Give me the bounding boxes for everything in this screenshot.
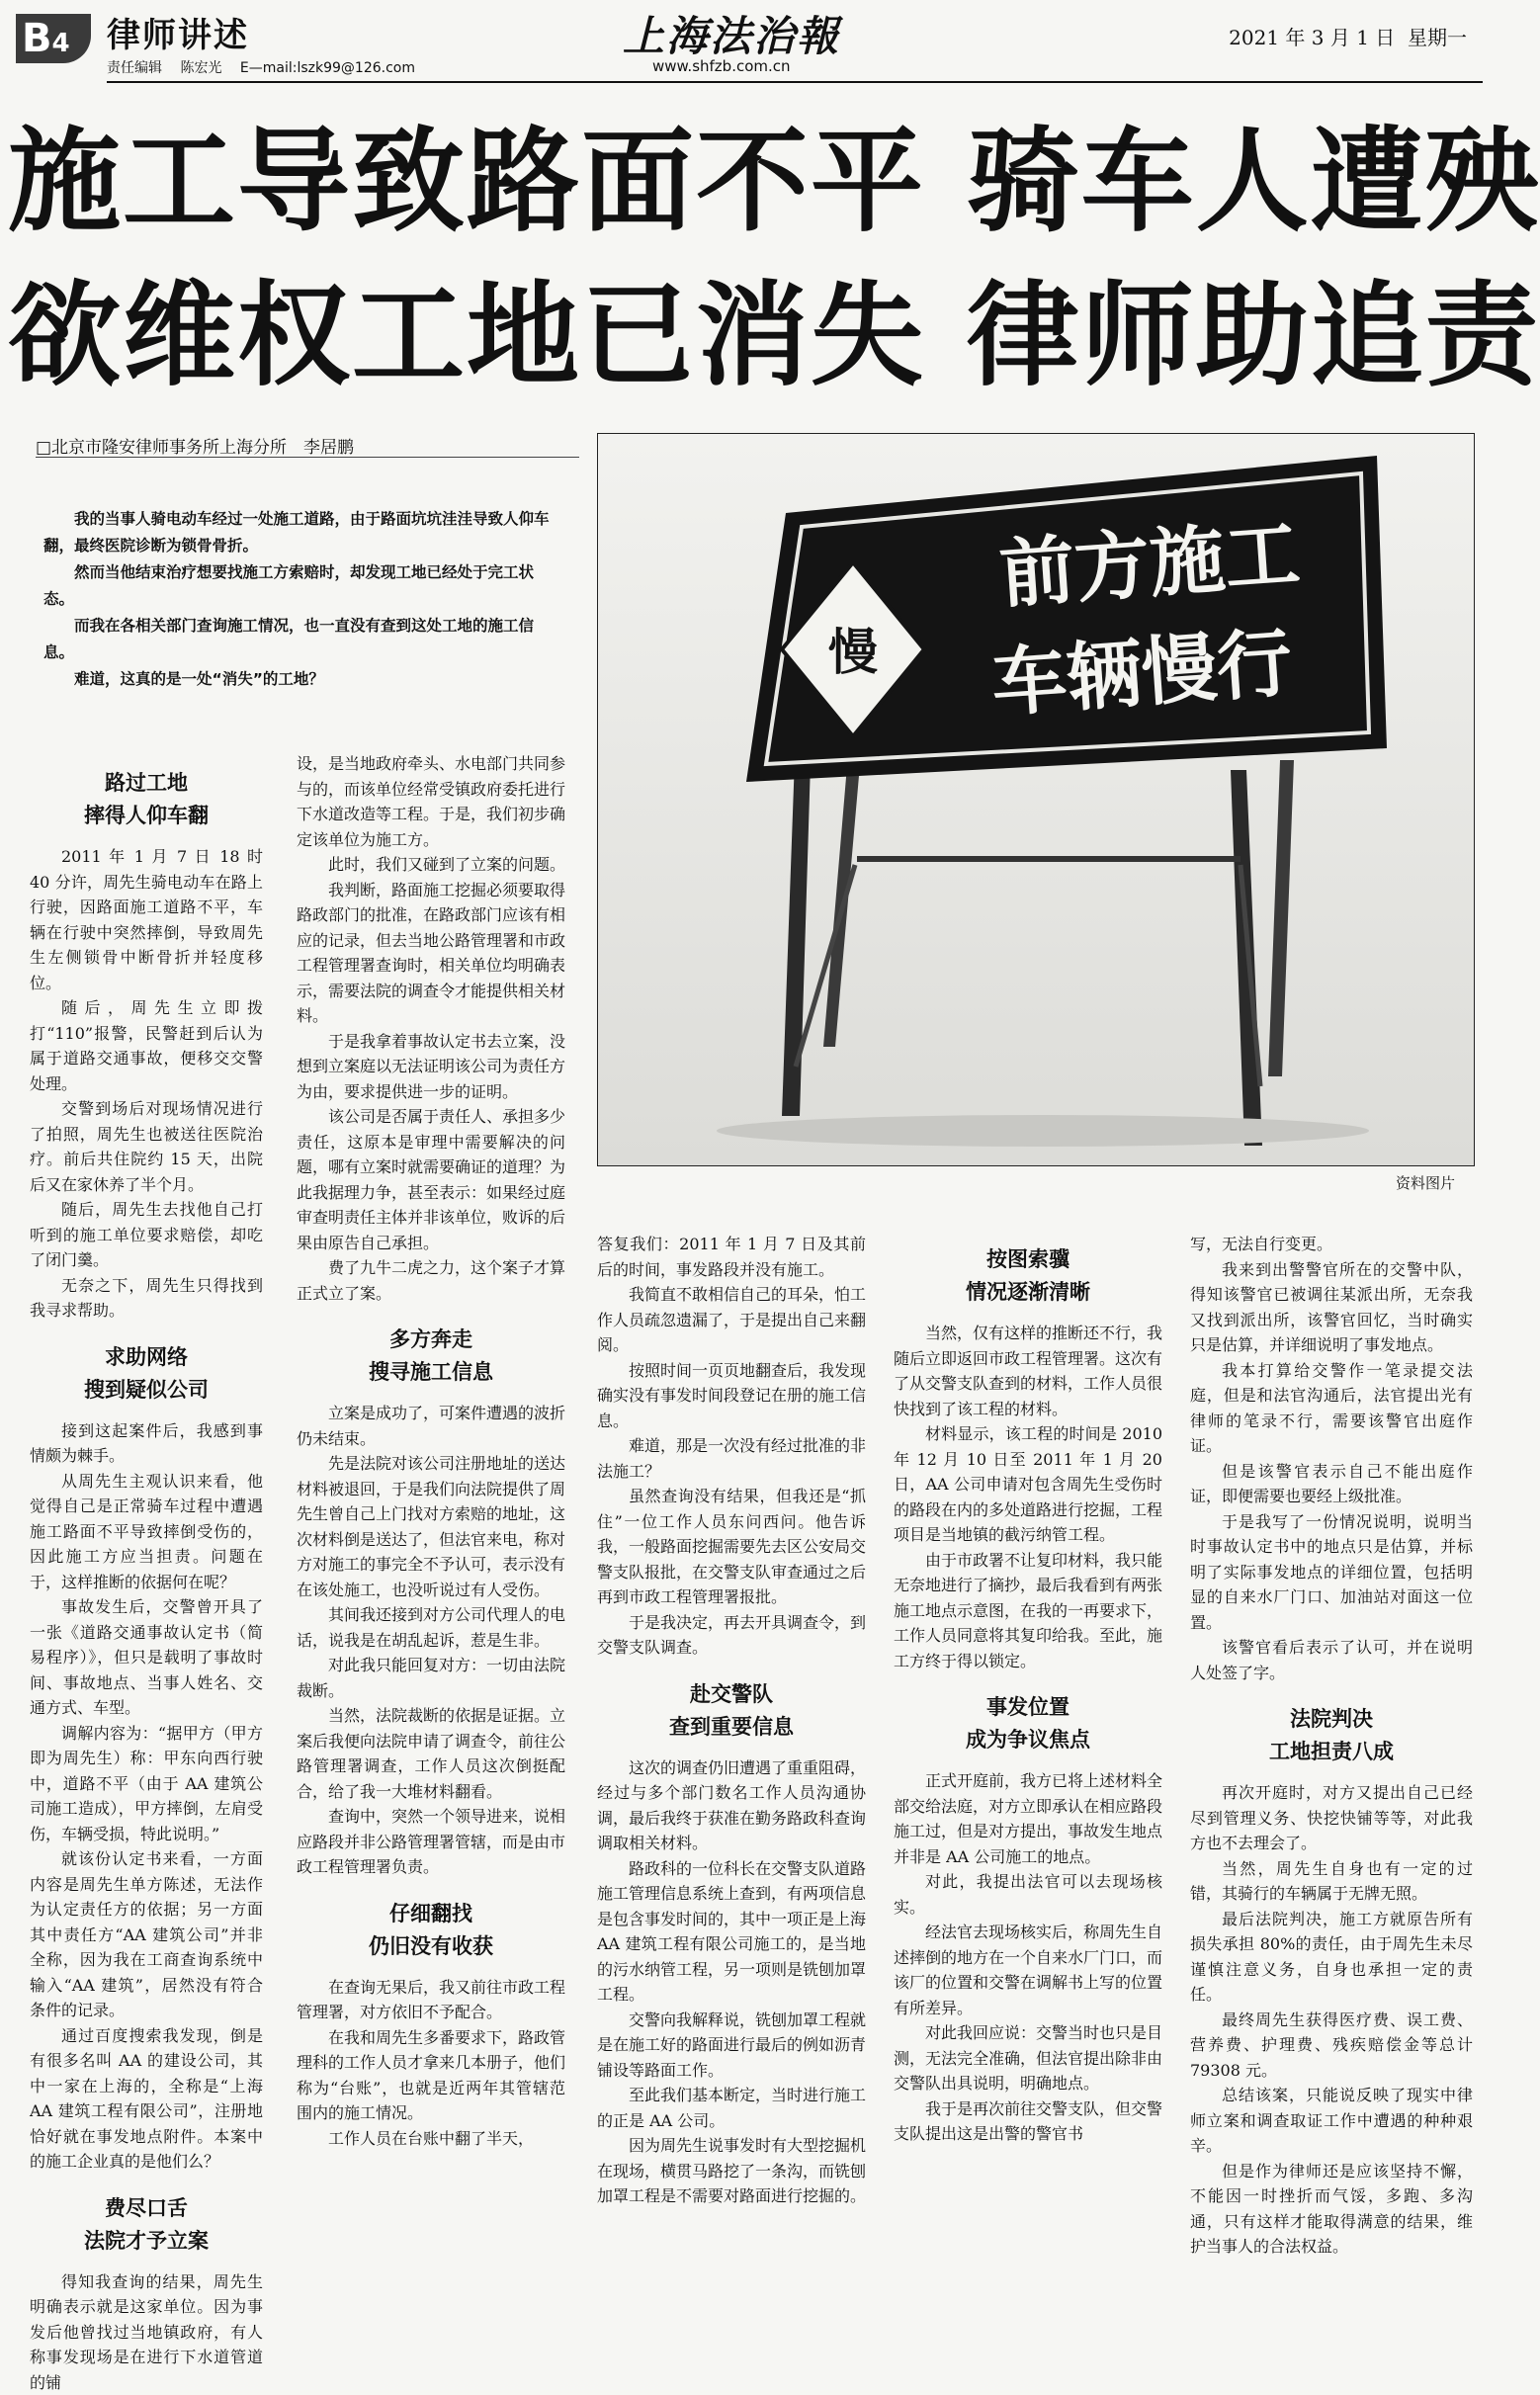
- body-column-5: [1190, 1232, 1473, 2196]
- byline-rule: [36, 457, 579, 458]
- lead-paragraphs: [43, 506, 557, 693]
- subheading-line: 仍旧没有收获: [297, 1930, 565, 1963]
- subheading: [297, 1898, 565, 1963]
- subheading-line: 摔得人仰车翻: [30, 800, 263, 832]
- body-paragraph: 我来到出警警官所在的交警中队，得知该警官已被调往某派出所，无奈我又找到派出所，该警官回忆，当时确实只是估算，并详细说明了事发地点。: [1190, 1257, 1473, 1358]
- subheading: [30, 2192, 263, 2258]
- subheading-line: 仔细翻找: [297, 1898, 565, 1930]
- body-paragraph: 我简直不敢相信自己的耳朵，怕工作人员疏忽遗漏了，于是提出自己来翻阅。: [597, 1282, 866, 1358]
- body-paragraph: 在我和周先生多番要求下，路政管理科的工作人员才拿来几本册子，他们称为“台账”，也就是近两年其管辖范围内的施工情况。: [297, 2025, 565, 2126]
- subheading: [894, 1691, 1162, 1756]
- body-paragraph: 就该份认定书来看，一方面内容是周先生单方陈述，无法作为认定责任方的依据；另一方面其中责任方“AA 建筑公司”并非全称，因为我在工商查询系统中输入“AA 建筑”，居然没有符合条件的记录。: [30, 1846, 263, 2023]
- subheading-line: 赴交警队: [597, 1678, 866, 1711]
- body-paragraph: 当然，仅有这样的推断还不行，我随后立即返回市政工程管理署。这次有了从交警支队查到的材料，工作人员很快找到了该工程的材料。: [894, 1321, 1162, 1421]
- subheading-line: 多方奔走: [297, 1324, 565, 1356]
- subheading-line: 法院才予立案: [30, 2225, 263, 2258]
- continued-paragraph: 答复我们：2011 年 1 月 7 日及其前后的时间，事发路段并没有施工。: [597, 1232, 866, 1282]
- continued-paragraph: 设，是当地政府牵头、水电部门共同参与的，而该单位经常受镇政府委托进行下水道改造等工程。于是，我们初步确定该单位为施工方。: [297, 751, 565, 852]
- body-paragraph: 该警官看后表示了认可，并在说明人处签了字。: [1190, 1635, 1473, 1685]
- body-paragraph: 由于市政署不让复印材料，我只能无奈地进行了摘抄，最后我看到有两张施工地点示意图，在我的一再要求下，工作人员同意将其复印给我。至此，施工方终于得以锁定。: [894, 1548, 1162, 1674]
- subheading: [597, 1678, 866, 1744]
- body-paragraph: 费了九牛二虎之力，这个案子才算正式立了案。: [297, 1255, 565, 1306]
- subheading-line: 搜寻施工信息: [297, 1356, 565, 1389]
- body-paragraph: 当然，周先生自身也有一定的过错，其骑行的车辆属于无牌无照。: [1190, 1856, 1473, 1907]
- body-paragraph: 对此，我提出法官可以去现场核实。: [894, 1869, 1162, 1920]
- subheading: [297, 1324, 565, 1389]
- weekday-text: 星期一: [1408, 26, 1467, 49]
- body-paragraph: 难道，那是一次没有经过批准的非法施工？: [597, 1433, 866, 1484]
- editor-label: 责任编辑: [107, 60, 162, 76]
- header-rule: [107, 81, 1483, 83]
- masthead-logo: 上海法治報: [623, 4, 840, 63]
- body-paragraph: 再次开庭时，对方又提出自己已经尽到管理义务、快挖快铺等等，对此我方也不去理会了。: [1190, 1780, 1473, 1856]
- road-sign-image: [598, 434, 1474, 1165]
- page-letter: B: [22, 16, 52, 61]
- photo-credit: 资料图片: [1396, 1172, 1455, 1193]
- body-paragraph: 虽然查询没有结果，但我还是“抓住”一位工作人员东问西问。他告诉我，一般路面挖掘需要先去区公安局交警支队报批，在交警支队审查通过之后再到市政工程管理署报批。: [597, 1484, 866, 1610]
- body-paragraph: 在查询无果后，我又前往市政工程管理署，对方依旧不予配合。: [297, 1975, 565, 2025]
- body-column-2: [297, 751, 565, 2196]
- body-paragraph: 于是我决定，再去开具调查令，到交警支队调查。: [597, 1610, 866, 1661]
- website-link[interactable]: www.shfzb.com.cn: [652, 57, 791, 75]
- body-paragraph: 从周先生主观认识来看，他觉得自己是正常骑车过程中遭遇施工路面不平导致摔倒受伤的，因此施工方应当担责。问题在于，这样推断的依据何在呢？: [30, 1469, 263, 1595]
- body-paragraph: 于是我写了一份情况说明，说明当时事故认定书中的地点只是估算，并标明了实际事发地点的详细位置，包括明显的自来水厂门口、加油站对面这一位置。: [1190, 1509, 1473, 1636]
- body-paragraph: 2011 年 1 月 7 日 18 时 40 分许，周先生骑电动车在路上行驶，因路面施工道路不平，车辆在行驶中突然摔倒，导致周先生左侧锁骨中断骨折并轻度移位。: [30, 844, 263, 995]
- body-paragraph: 经法官去现场核实后，称周先生自述摔倒的地方在一个自来水厂门口，而该厂的位置和交警在调解书上写的位置有所差异。: [894, 1920, 1162, 2020]
- body-paragraph: 查询中，突然一个领导进来，说相应路段并非公路管理署管辖，而是由市政工程管理署负责。: [297, 1804, 565, 1880]
- subheading-line: 查到重要信息: [597, 1711, 866, 1744]
- sign-badge-text: 慢: [827, 624, 878, 681]
- lead-paragraph: 难道，这真的是一处“消失”的工地？: [43, 666, 557, 693]
- body-paragraph: 当然，法院裁断的依据是证据。立案后我便向法院申请了调查令，前往公路管理署调查，工作人员这次倒挺配合，给了我一大堆材料翻看。: [297, 1703, 565, 1804]
- subheading-line: 情况逐渐清晰: [894, 1276, 1162, 1309]
- body-paragraph: 总结该案，只能说反映了现实中律师立案和调查取证工作中遭遇的种种艰辛。: [1190, 2083, 1473, 2159]
- headline-line-2: 欲维权工地已消失 律师助追责: [8, 273, 1540, 399]
- subheading: [30, 767, 263, 832]
- body-paragraph: 无奈之下，周先生只得找到我寻求帮助。: [30, 1273, 263, 1324]
- page-header: [0, 0, 1483, 83]
- page-number-badge: [16, 14, 91, 63]
- body-paragraph: 交警向我解释说，铣刨加罩工程就是在施工好的路面进行最后的例如沥青铺设等路面工作。: [597, 2008, 866, 2084]
- subheading: [894, 1243, 1162, 1309]
- byline: □北京市隆安律师事务所上海分所 李居鹏: [36, 433, 354, 458]
- body-paragraph: 立案是成功了，可案件遭遇的波折仍未结束。: [297, 1401, 565, 1451]
- body-column-4: [894, 1243, 1162, 2196]
- body-paragraph: 但是作为律师还是应该坚持不懈，不能因一时挫折而气馁，多跑、多沟通，只有这样才能取得满意的结果，维护当事人的合法权益。: [1190, 2159, 1473, 2260]
- body-paragraph: 其间我还接到对方公司代理人的电话，说我是在胡乱起诉，惹是生非。: [297, 1602, 565, 1653]
- section-title: 律师讲述: [107, 8, 249, 56]
- body-paragraph: 工作人员在台账中翻了半天，: [297, 2126, 565, 2152]
- body-paragraph: 材料显示，该工程的时间是 2010 年 12 月 10 日至 2011 年 1 月 20 日，AA 公司申请对包含周先生受伤时的路段在内的多处道路进行挖掘，工程项目是当地镇的截污纳管工程。: [894, 1421, 1162, 1548]
- body-paragraph: 随后，周先生去找他自己打听到的施工单位要求赔偿，却吃了闭门羹。: [30, 1197, 263, 1273]
- body-paragraph: 我于是再次前往交警支队，但交警支队提出这是出警的警官书: [894, 2096, 1162, 2147]
- body-paragraph: 接到这起案件后，我感到事情颇为棘手。: [30, 1418, 263, 1469]
- body-paragraph: 路政科的一位科长在交警支队道路施工管理信息系统上查到，有两项信息是包含事发时间的，其中一项正是上海 AA 建筑工程有限公司施工的，是当地的污水纳管工程，另一项则是铣刨加罩工程。: [597, 1856, 866, 2008]
- body-paragraph: 该公司是否属于责任人、承担多少责任，这原本是审理中需要解决的问题，哪有立案时就需要确证的道理？为此我据理力争，甚至表示：如果经过庭审查明责任主体并非该单位，败诉的后果由原告自己承担。: [297, 1104, 565, 1255]
- subheading: [1190, 1703, 1473, 1768]
- body-paragraph: 正式开庭前，我方已将上述材料全部交给法庭，对方立即承认在相应路段施工过，但是对方提出，事故发生地点并非是 AA 公司施工的地点。: [894, 1768, 1162, 1869]
- page-number: 4: [52, 29, 70, 58]
- body-paragraph: 交警到场后对现场情况进行了拍照，周先生也被送往医院治疗。前后共住院约 15 天，出院后又在家休养了半个月。: [30, 1096, 263, 1197]
- subheading-line: 按图索骥: [894, 1243, 1162, 1276]
- road-sign-photo: [597, 433, 1475, 1166]
- subheading-line: 费尽口舌: [30, 2192, 263, 2225]
- subheading-line: 法院判决: [1190, 1703, 1473, 1736]
- body-paragraph: 我判断，路面施工挖掘必须要取得路政部门的批准，在路政部门应该有相应的记录，但去当地公路管理署和市政工程管理署查询时，相关单位均明确表示，需要法院的调查令才能提供相关材料。: [297, 878, 565, 1029]
- body-paragraph: 这次的调查仍旧遭遇了重重阻碍，经过与多个部门数名工作人员沟通协调，最后我终于获准在勤务路政科查询调取相关材料。: [597, 1755, 866, 1856]
- body-paragraph: 调解内容为：“据甲方（甲方即为周先生）称：甲东向西行驶中，道路不平（由于 AA 建筑公司施工造成），甲方摔倒，左肩受伤，车辆受损，特此说明。”: [30, 1721, 263, 1847]
- subheading-line: 成为争议焦点: [894, 1724, 1162, 1756]
- date-text: 2021 年 3 月 1 日: [1229, 26, 1395, 49]
- body-paragraph: 通过百度搜索我发现，倒是有很多名叫 AA 的建设公司，其中一家在上海的，全称是“上海 AA 建筑工程有限公司”，注册地恰好就在事发地点附件。本案中的施工企业真的是他们么？: [30, 2023, 263, 2175]
- body-paragraph: 于是我拿着事故认定书去立案，没想到立案庭以无法证明该公司为责任方为由，要求提供进一步的证明。: [297, 1029, 565, 1105]
- editor-email[interactable]: E—mail:lszk99@126.com: [240, 60, 415, 76]
- body-paragraph: 事故发生后，交警曾开具了一张《道路交通事故认定书（简易程序）》，但只是载明了事故时间、事故地点、当事人姓名、交通方式、车型。: [30, 1594, 263, 1721]
- subheading-line: 工地担责八成: [1190, 1736, 1473, 1768]
- body-paragraph: 我本打算给交警作一笔录提交法庭，但是和法官沟通后，法官提出光有律师的笔录不行，需要该警官出庭作证。: [1190, 1358, 1473, 1459]
- body-paragraph: 至此我们基本断定，当时进行施工的正是 AA 公司。: [597, 2083, 866, 2133]
- sign-line-2: 车辆慢行: [988, 619, 1294, 727]
- sign-line-1: 前方施工: [996, 510, 1302, 619]
- body-paragraph: 最后法院判决，施工方就原告所有损失承担 80%的责任，由于周先生未尽谨慎注意义务，自身也承担一定的责任。: [1190, 1907, 1473, 2008]
- body-paragraph: 对此我回应说：交警当时也只是目测，无法完全准确，但法官提出除非由交警队出具说明，明确地点。: [894, 2020, 1162, 2096]
- lead-paragraph: 我的当事人骑电动车经过一处施工道路，由于路面坑坑洼洼导致人仰车翻，最终医院诊断为锁骨骨折。: [43, 506, 557, 559]
- subheading-line: 求助网络: [30, 1341, 263, 1374]
- body-paragraph: 但是该警官表示自己不能出庭作证，即便需要也要经上级批准。: [1190, 1459, 1473, 1509]
- subheading-line: 事发位置: [894, 1691, 1162, 1724]
- body-paragraph: 因为周先生说事发时有大型挖掘机在现场，横贯马路挖了一条沟，而铣刨加罩工程是不需要对路面进行挖掘的。: [597, 2133, 866, 2209]
- body-paragraph: 先是法院对该公司注册地址的送达材料被退回，于是我们向法院提供了周先生曾自己上门找对方索赔的地址，这次材料倒是送达了，但法官来电，称对方对施工的事完全不予认可，表示没有在该处施工，也没听说过有人受伤。: [297, 1451, 565, 1602]
- headline-line-1: 施工导致路面不平 骑车人遭殃: [8, 119, 1540, 245]
- issue-date: [1229, 22, 1467, 50]
- body-paragraph: 按照时间一页页地翻查后，我发现确实没有事发时间段登记在册的施工信息。: [597, 1358, 866, 1434]
- body-column-1: [30, 767, 263, 2196]
- continued-paragraph: 写，无法自行变更。: [1190, 1232, 1473, 1257]
- subheading-line: 路过工地: [30, 767, 263, 800]
- subheading: [30, 1341, 263, 1407]
- body-paragraph: 最终周先生获得医疗费、误工费、营养费、护理费、残疾赔偿金等总计 79308 元。: [1190, 2008, 1473, 2084]
- body-paragraph: 随后，周先生立即拨打“110”报警，民警赶到后认为属于道路交通事故，便移交交警处理。: [30, 995, 263, 1096]
- subheading-line: 搜到疑似公司: [30, 1374, 263, 1407]
- body-column-3: [597, 1232, 866, 2196]
- editor-name: 陈宏光: [180, 60, 221, 76]
- body-paragraph: 得知我查询的结果，周先生明确表示就是这家单位。因为事发后他曾找过当地镇政府，有人称事发现场是在进行下水道管道的铺: [30, 2269, 263, 2395]
- body-paragraph: 此时，我们又碰到了立案的问题。: [297, 852, 565, 878]
- lead-paragraph: 而我在各相关部门查询施工情况，也一直没有查到这处工地的施工信息。: [43, 613, 557, 666]
- editor-line: [107, 57, 429, 77]
- lead-paragraph: 然而当他结束治疗想要找施工方索赔时，却发现工地已经处于完工状态。: [43, 559, 557, 613]
- body-paragraph: 对此我只能回复对方：一切由法院裁断。: [297, 1653, 565, 1703]
